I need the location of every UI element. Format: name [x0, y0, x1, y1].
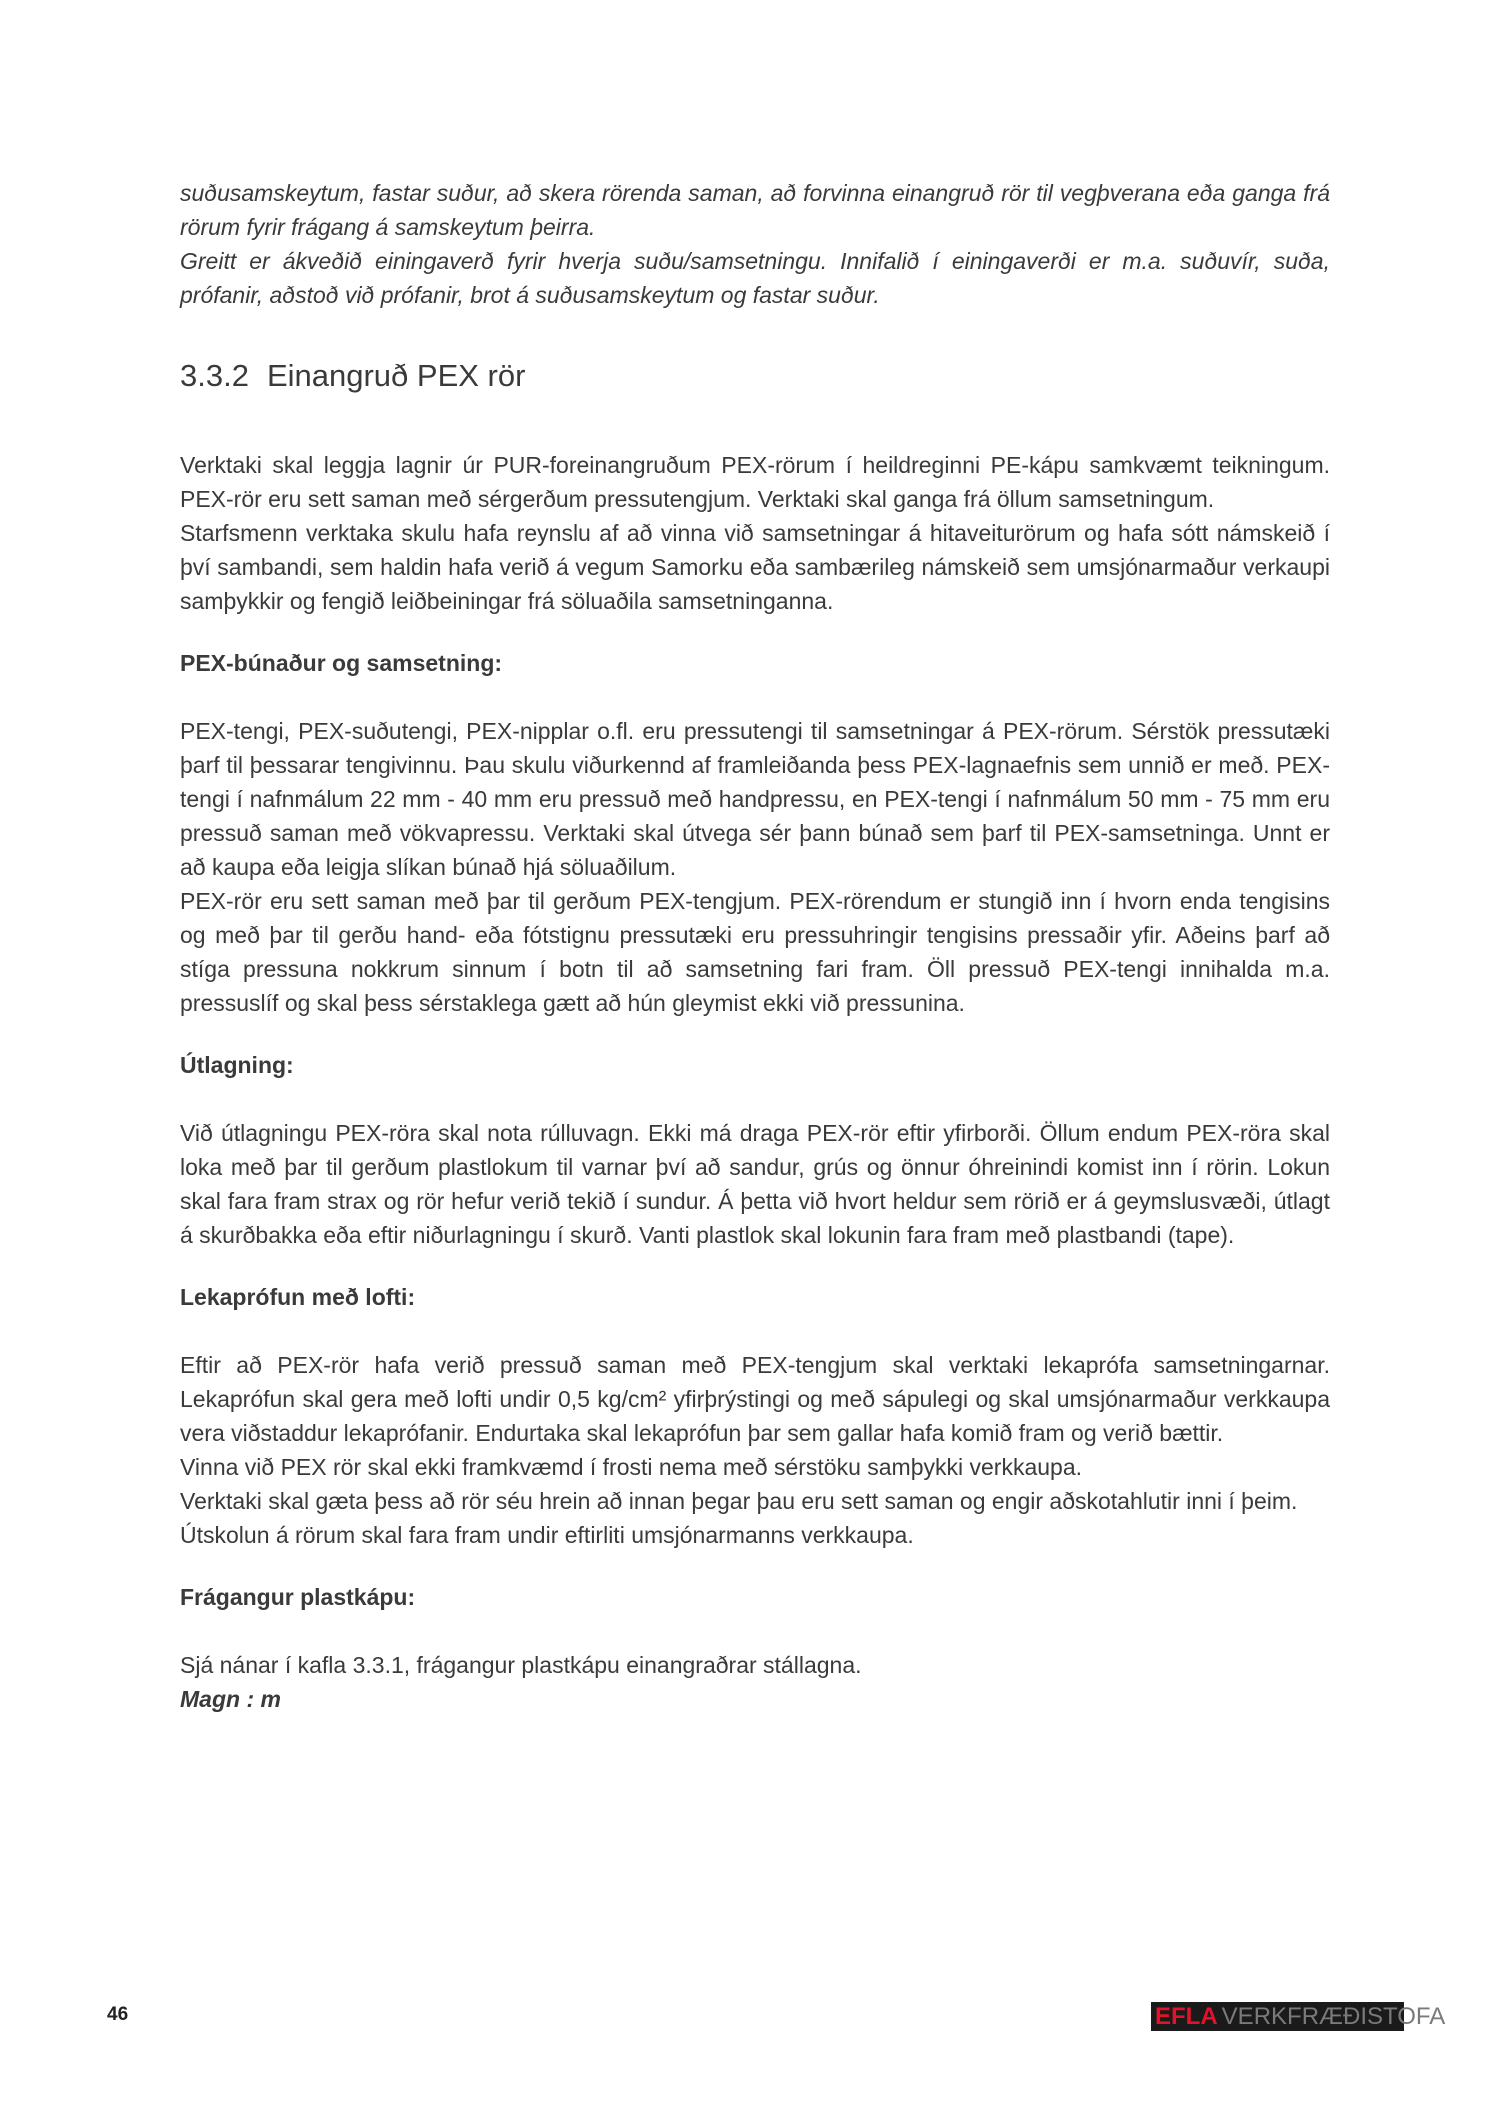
brand-secondary: VERKFRÆÐISTOFA — [1221, 2003, 1446, 2030]
sheath-paragraph-1: Sjá nánar í kafla 3.3.1, frágangur plastkápu einangraðrar stállagna. — [180, 1652, 862, 1678]
general-paragraph-2: Starfsmenn verktaka skulu hafa reynslu af að vinna við samsetningar á hitaveiturörum og hafa sótt námskeið í því sambandi, sem haldin hafa verið á vegum Samorku eða sambærileg námskeið sem umsjónarmaður verkaupi samþykkir og fengið leiðbeiningar frá söluaðila samsetninganna. — [180, 520, 1330, 614]
intro-paragraph-1: suðusamskeytum, fastar suður, að skera rörenda saman, að forvinna einangruð rör til vegþverana eða ganga frá rörum fyrir frágang á samskeytum þeirra. — [180, 180, 1330, 240]
laying-paragraph-1: Við útlagningu PEX-röra skal nota rúlluvagn. Ekki má draga PEX-rör eftir yfirborði. Öllum endum PEX-röra skal loka með þar til gerðum plastlokum til varnar því að sandur, grús og önnur óhreinindi komist inn í rörin. Lokun skal fara fram strax og rör hefur verið tekið í sundur. Á þetta við hvort heldur sem rörið er á geymslusvæði, útlagt á skurðbakka eða eftir niðurlagningu í skurð. Vanti plastlok skal lokunin fara fram með plastbandi (tape). — [180, 1120, 1330, 1248]
leaktest-paragraph-4: Útskolun á rörum skal fara fram undir eftirliti umsjónarmanns verkkaupa. — [180, 1522, 914, 1548]
intro-paragraph-2: Greitt er ákveðið einingaverð fyrir hverja suðu/samsetningu. Innifalið í einingaverði er m.a. suðuvír, suða, prófanir, aðstoð við prófanir, brot á suðusamskeytum og fastar suður. — [180, 248, 1330, 308]
equipment-paragraph-1: PEX-tengi, PEX-suðutengi, PEX-nipplar o.fl. eru pressutengi til samsetningar á PEX-rörum. Sérstök pressutæki þarf til þessarar tengivinnu. Þau skulu viðurkennd af framleiðanda þess PEX-lagnaefnis sem unnið er með. PEX-tengi í nafnmálum 22 mm - 40 mm eru pressuð með handpressu, en PEX-tengi í nafnmálum 50 mm - 75 mm eru pressuð saman með vökvapressu. Verktaki skal útvega sér þann búnað sem þarf til PEX-samsetninga. Unnt er að kaupa eða leigja slíkan búnað hjá söluaðilum. — [180, 718, 1330, 880]
section-heading — [180, 356, 1330, 396]
brand-primary: EFLA — [1155, 2003, 1218, 2030]
section-title: Einangruð PEX rör — [266, 358, 526, 393]
efla-logo — [1151, 2002, 1446, 2031]
quantity-unit: Magn : m — [180, 1686, 281, 1712]
page-content — [180, 176, 1330, 1716]
leaktest-heading: Lekaprófun með lofti: — [180, 1284, 416, 1310]
leaktest-paragraph-3: Verktaki skal gæta þess að rör séu hrein að innan þegar þau eru sett saman og engir aðskotahlutir inni í þeim. — [180, 1488, 1298, 1514]
equipment-paragraph-2: PEX-rör eru sett saman með þar til gerðum PEX-tengjum. PEX-rörendum er stungið inn í hvorn enda tengisins og með þar til gerðu hand- eða fótstignu pressutæki eru pressuhringir tengisins pressaðir yfir. Aðeins þarf að stíga pressuna nokkrum sinnum í botn til að samsetning fari fram. Öll pressuð PEX-tengi innihalda m.a. pressuslíf og skal þess sérstaklega gætt að hún gleymist ekki við pressunina. — [180, 888, 1330, 1016]
general-paragraph-1: Verktaki skal leggja lagnir úr PUR-foreinangruðum PEX-rörum í heildreginni PE-kápu samkvæmt teikningum. PEX-rör eru sett saman með sérgerðum pressutengjum. Verktaki skal ganga frá öllum samsetningum. — [180, 452, 1330, 512]
equipment-heading: PEX-búnaður og samsetning: — [180, 650, 503, 676]
laying-heading: Útlagning: — [180, 1052, 294, 1078]
page-number: 46 — [107, 2004, 129, 2025]
leaktest-paragraph-2: Vinna við PEX rör skal ekki framkvæmd í frosti nema með sérstöku samþykki verkkaupa. — [180, 1454, 1083, 1480]
leaktest-paragraph-1: Eftir að PEX-rör hafa verið pressuð saman með PEX-tengjum skal verktaki lekaprófa samsetningarnar. Lekaprófun skal gera með lofti undir 0,5 kg/cm² yfirþrýstingi og með sápulegi og skal umsjónarmaður verkkaupa vera viðstaddur lekaprófanir. Endurtaka skal lekaprófun þar sem gallar hafa komið fram og verið bættir. — [180, 1352, 1330, 1446]
sheath-heading: Frágangur plastkápu: — [180, 1584, 416, 1610]
section-number: 3.3.2 — [180, 358, 249, 393]
